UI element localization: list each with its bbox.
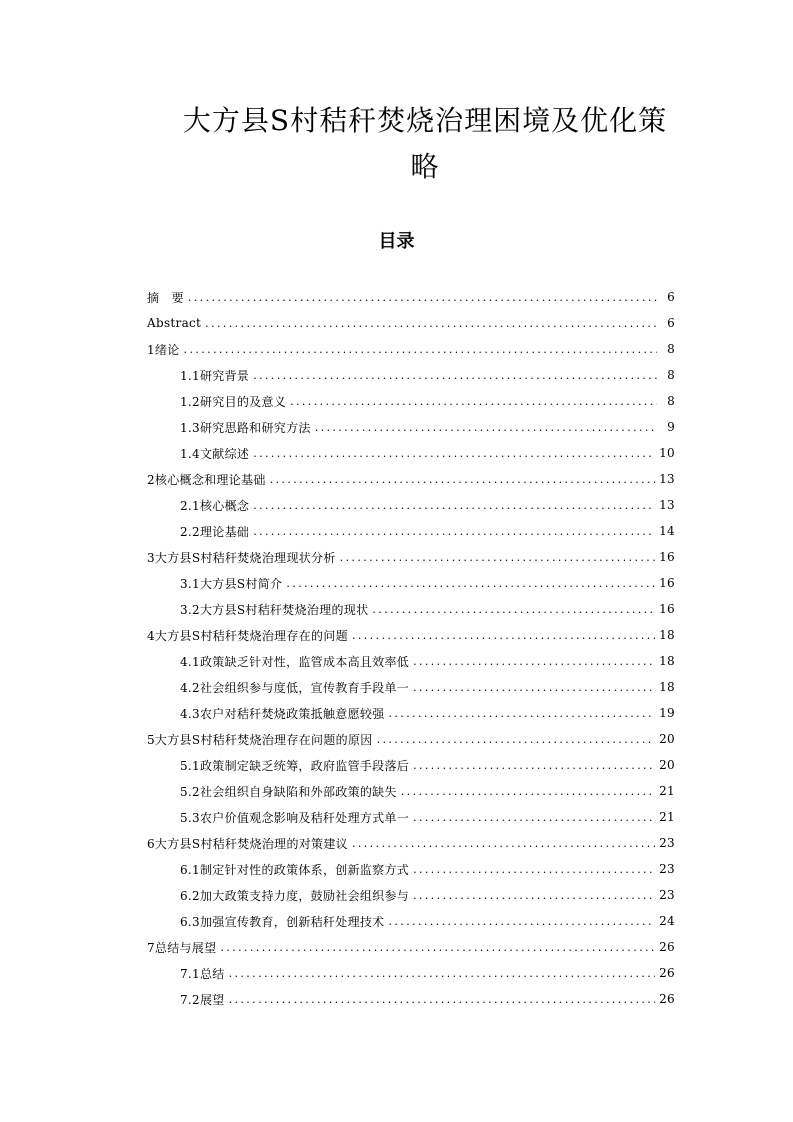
toc-heading: 目录 [378, 231, 415, 252]
toc-dot-leader [413, 811, 655, 824]
toc-dot-leader [401, 785, 655, 798]
toc-dot-leader [229, 967, 656, 980]
toc-entry[interactable] [147, 648, 675, 674]
toc-entry-title: Abstract [147, 316, 202, 330]
toc-entry[interactable] [147, 700, 675, 726]
toc-dot-leader [184, 343, 657, 356]
toc-entry-title: 7总结与展望 [147, 940, 217, 955]
toc-dot-leader [389, 915, 656, 928]
document-title-line-1: 大方县S村秸秆焚烧治理困境及优化策 [182, 104, 668, 137]
toc-page-number: 13 [659, 498, 675, 512]
toc-page-number: 23 [659, 836, 675, 850]
toc-entry[interactable] [147, 518, 675, 544]
toc-page-number: 20 [659, 758, 675, 772]
toc-dot-leader [352, 837, 655, 850]
toc-entry-title: 2.2理论基础 [180, 524, 250, 539]
toc-entry[interactable] [147, 752, 675, 778]
toc-page-number: 18 [659, 654, 675, 668]
toc-dot-leader [188, 291, 657, 304]
toc-entry[interactable] [147, 908, 675, 934]
toc-entry-title: 1.3研究思路和研究方法 [180, 420, 311, 435]
toc-entry[interactable] [147, 570, 675, 596]
toc-entry-title: 4大方县S村秸秆焚烧治理存在的问题 [147, 628, 348, 643]
toc-dot-leader [229, 993, 656, 1006]
toc-entry-title: 6.2加大政策支持力度，鼓励社会组织参与 [180, 888, 410, 903]
toc-entry-title: 2核心概念和理论基础 [147, 472, 266, 487]
toc-dot-leader [413, 889, 655, 902]
toc-dot-leader [286, 577, 655, 590]
toc-dot-leader [253, 525, 655, 538]
toc-entry[interactable] [147, 310, 675, 336]
toc-entry[interactable] [147, 804, 675, 830]
toc-page-number: 19 [659, 706, 675, 720]
toc-entry[interactable] [147, 596, 675, 622]
toc-page-number: 18 [659, 628, 675, 642]
toc-entry[interactable] [147, 830, 675, 856]
toc-dot-leader [372, 603, 655, 616]
toc-dot-leader [389, 707, 656, 720]
toc-entry-title: 摘 要 [147, 290, 184, 305]
toc-entry-title: 7.1总结 [180, 966, 225, 981]
toc-entry-title: 3大方县S村秸秆焚烧治理现状分析 [147, 550, 336, 565]
toc-page-number: 26 [659, 992, 675, 1006]
toc-entry[interactable] [147, 440, 675, 466]
toc-entry[interactable] [147, 674, 675, 700]
toc-entry[interactable] [147, 414, 675, 440]
toc-entry[interactable] [147, 362, 675, 388]
toc-page-number: 20 [659, 732, 675, 746]
toc-entry-title: 5.3农户价值观念影响及秸秆处理方式单一 [180, 810, 410, 825]
toc-dot-leader [377, 733, 656, 746]
toc-entry-title: 5大方县S村秸秆焚烧治理存在问题的原因 [147, 732, 373, 747]
toc-dot-leader [253, 499, 655, 512]
toc-page-number: 26 [659, 966, 675, 980]
toc-dot-leader [253, 447, 655, 460]
toc-dot-leader [413, 655, 655, 668]
toc-entry-title: 1.4文献综述 [180, 446, 250, 461]
toc-entry-title: 6.1制定针对性的政策体系，创新监察方式 [180, 862, 410, 877]
toc-entry[interactable] [147, 986, 675, 1012]
toc-entry-title: 6大方县S村秸秆焚烧治理的对策建议 [147, 836, 348, 851]
toc-entry[interactable] [147, 388, 675, 414]
toc-entry[interactable] [147, 934, 675, 960]
toc-dot-leader [290, 395, 657, 408]
toc-page-number: 14 [659, 524, 675, 538]
toc-dot-leader [413, 759, 655, 772]
toc-page-number: 8 [667, 394, 675, 408]
toc-dot-leader [270, 473, 655, 486]
toc-entry[interactable] [147, 544, 675, 570]
toc-dot-leader [352, 629, 655, 642]
toc-entry-title: 3.1大方县S村简介 [180, 576, 283, 591]
toc-entry-title: 5.2社会组织自身缺陷和外部政策的缺失 [180, 784, 397, 799]
toc-entry[interactable] [147, 284, 675, 310]
document-title-line-2: 略 [410, 150, 440, 183]
toc-entry-title: 6.3加强宣传教育，创新秸秆处理技术 [180, 914, 385, 929]
toc-dot-leader [413, 681, 655, 694]
toc-dot-leader [413, 863, 655, 876]
toc-page-number: 24 [659, 914, 675, 928]
toc-page-number: 16 [659, 602, 675, 616]
toc-entry-title: 1绪论 [147, 342, 180, 357]
toc-entry[interactable] [147, 336, 675, 362]
toc-entry-title: 1.1研究背景 [180, 368, 250, 383]
toc-entry[interactable] [147, 466, 675, 492]
toc-page-number: 6 [667, 290, 675, 304]
toc-page-number: 16 [659, 576, 675, 590]
toc-entry[interactable] [147, 882, 675, 908]
toc-entry-title: 4.3农户对秸秆焚烧政策抵触意愿较强 [180, 706, 385, 721]
toc-dot-leader [315, 421, 657, 434]
toc-page-number: 26 [659, 940, 675, 954]
toc-entry-title: 2.1核心概念 [180, 498, 250, 513]
toc-page-number: 13 [659, 472, 675, 486]
toc-dot-leader [220, 941, 655, 954]
toc-page-number: 23 [659, 862, 675, 876]
document-title [140, 98, 710, 190]
toc-page-number: 16 [659, 550, 675, 564]
toc-dot-leader [205, 317, 657, 330]
toc-page-number: 21 [659, 784, 675, 798]
toc-page-number: 10 [659, 446, 675, 460]
toc-page-number: 9 [667, 420, 675, 434]
toc-page-number: 18 [659, 680, 675, 694]
toc-page-number: 23 [659, 888, 675, 902]
toc-entry[interactable] [147, 856, 675, 882]
toc-entry-title: 7.2展望 [180, 992, 225, 1007]
toc-entry[interactable] [147, 778, 675, 804]
toc-entry-title: 5.1政策制定缺乏统筹，政府监管手段落后 [180, 758, 410, 773]
toc-entry-title: 4.2社会组织参与度低，宣传教育手段单一 [180, 680, 410, 695]
toc-dot-leader [340, 551, 655, 564]
toc-page-number: 6 [667, 316, 675, 330]
toc-entry[interactable] [147, 492, 675, 518]
toc-page-number: 21 [659, 810, 675, 824]
toc-entry[interactable] [147, 622, 675, 648]
toc-entry-title: 3.2大方县S村秸秆焚烧治理的现状 [180, 602, 369, 617]
toc-entry[interactable] [147, 726, 675, 752]
toc-entry-title: 4.1政策缺乏针对性，监管成本高且效率低 [180, 654, 410, 669]
toc-page-number: 8 [667, 368, 675, 382]
toc-entry-title: 1.2研究目的及意义 [180, 394, 287, 409]
toc-entry[interactable] [147, 960, 675, 986]
table-of-contents [147, 284, 675, 1012]
toc-dot-leader [253, 369, 657, 382]
toc-page-number: 8 [667, 342, 675, 356]
